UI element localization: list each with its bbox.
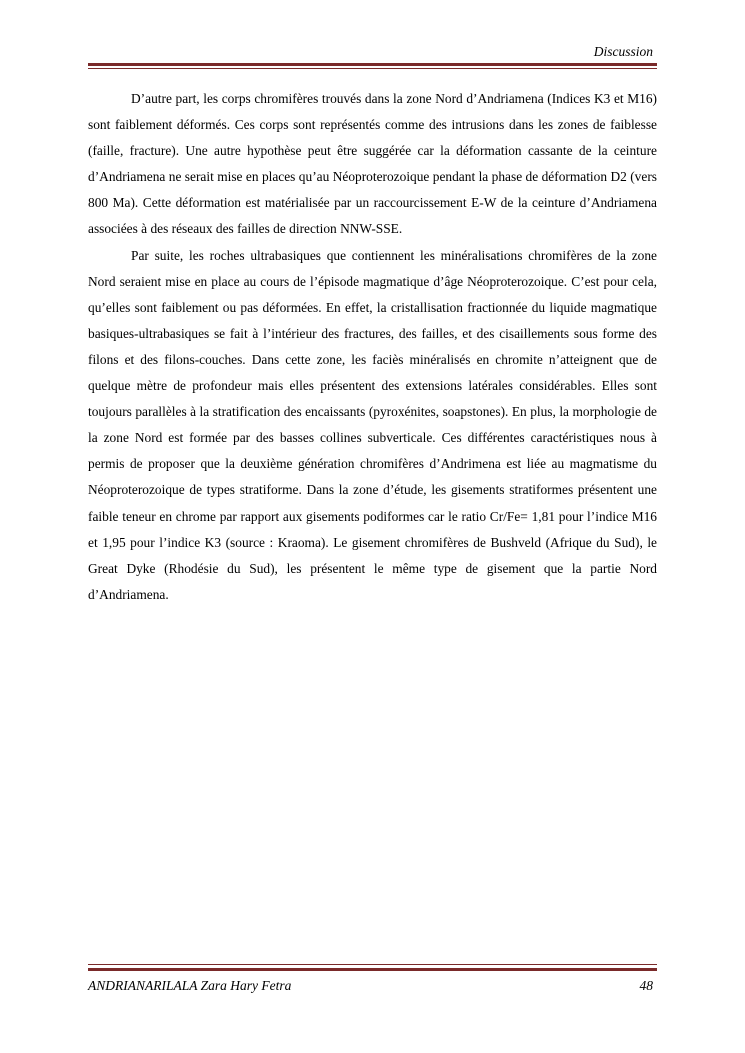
paragraph-1: D’autre part, les corps chromifères trouvés dans la zone Nord d’Andriamena (Indices K3 et M16) sont faiblement déformés. Ces corps sont représentés comme des intrusions dans les zones de faiblesse (faille, fracture). Une autre hypothèse peut être suggérée car la déformation cassante de la ceinture d’Andriamena ne serait mise en places qu’au Néoproterozoique pendant la phase de déformation D2 (vers 800 Ma). Cette déformation est matérialisée par un raccourcissement E-W de la ceinture d’Andriamena associées à des réseaux des failles de direction NNW-SSE. bbox=[88, 91, 657, 237]
section-title: Discussion bbox=[593, 44, 653, 59]
page-footer bbox=[88, 964, 657, 994]
header-rule-thin bbox=[88, 68, 657, 69]
page-number: 48 bbox=[639, 978, 653, 993]
footer-rule-thin bbox=[88, 964, 657, 965]
body-text bbox=[88, 86, 657, 608]
paragraph-2: Par suite, les roches ultrabasiques que contiennent les minéralisations chromifères de la zone Nord seraient mise en place au cours de l’épisode magmatique d’âge Néoproterozoique. C’est pour cela, qu’elles sont faiblement ou pas déformées. En effet, la cristallisation fractionnée du liquide magmatique basiques-ultrabasiques se fait à l’intérieur des fractures, des failles, et des cisaillements sous forme des filons et des filons-couches. Dans cette zone, les faciès minéralisés en chromite n’atteignent que de quelque mètre de profondeur mais elles présentent des extensions latérales considérables. Elles sont toujours parallèles à la stratification des encaissants (pyroxénites, soapstones). En plus, la morphologie de la zone Nord est formée par des basses collines subverticale. Ces différentes caractéristiques nous à permis de proposer que la deuxième génération chromifères d’Andrimena est liée au magmatisme du Néoproterozoique de types stratiforme. Dans la zone d’étude, les gisements stratiformes présentent une faible teneur en chrome par rapport aux gisements podiformes car le ratio Cr/Fe= 1,81 pour l’indice M16 et 1,95 pour l’indice K3 (source : Kraoma). Le gisement chromifères de Bushveld (Afrique du Sud), le Great Dyke (Rhodésie du Sud), les présentent le même type de gisement que la partie Nord d’Andriamena. bbox=[88, 247, 657, 602]
footer-author: ANDRIANARILALA Zara Hary Fetra bbox=[88, 978, 292, 993]
footer-rule-thick bbox=[88, 968, 657, 971]
header-rule-thick bbox=[88, 63, 657, 66]
page-header bbox=[88, 43, 657, 71]
